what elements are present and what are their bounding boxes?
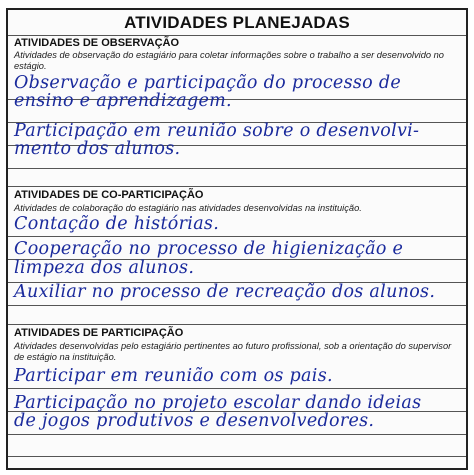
handwritten-entry: Contação de histórias.	[14, 214, 220, 234]
ruled-line	[8, 388, 466, 389]
handwritten-entry: de jogos produtivos e desenvolvedores.	[14, 411, 375, 431]
handwritten-entry: Observação e participação do processo de	[14, 73, 402, 93]
ruled-line	[8, 434, 466, 435]
title-divider	[8, 35, 466, 36]
section-heading-participacao: ATIVIDADES DE PARTICIPAÇÃO	[14, 327, 184, 339]
section-divider	[8, 186, 466, 187]
section-description-observacao: Atividades de observação do estagiário para coletar informações sobre o trabalho a ser desenvolvido no estágio.	[14, 50, 444, 71]
handwritten-entry: limpeza dos alunos.	[14, 258, 195, 278]
section-heading-observacao: ATIVIDADES DE OBSERVAÇÃO	[14, 37, 180, 49]
ruled-line	[8, 168, 466, 169]
section-description-participacao: Atividades desenvolvidas pelo estagiário pertinentes ao futuro profissional, sob a orientação do supervisor de estágio na instituição.	[14, 341, 452, 362]
handwritten-entry: Participação no projeto escolar dando ideias	[14, 393, 422, 413]
handwritten-entry: mento dos alunos.	[14, 139, 181, 159]
handwritten-entry: Participar em reunião com os pais.	[14, 366, 333, 386]
handwritten-entry: Auxiliar no processo de recreação dos alunos.	[14, 282, 436, 302]
ruled-line	[8, 236, 466, 237]
ruled-line	[8, 456, 466, 457]
planned-activities-form	[6, 8, 468, 470]
handwritten-entry: Cooperação no processo de higienização e	[14, 239, 404, 259]
section-description-coparticipacao: Atividades de colaboração do estagiário nas atividades desenvolvidas na instituição.	[14, 203, 362, 213]
handwritten-entry: Participação em reunião sobre o desenvolvi-	[14, 121, 420, 141]
section-divider	[8, 324, 466, 325]
handwritten-entry: ensino e aprendizagem.	[14, 91, 232, 111]
section-heading-coparticipacao: ATIVIDADES DE CO-PARTICIPAÇÃO	[14, 189, 204, 201]
form-title: ATIVIDADES PLANEJADAS	[124, 13, 350, 32]
ruled-line	[8, 305, 466, 306]
